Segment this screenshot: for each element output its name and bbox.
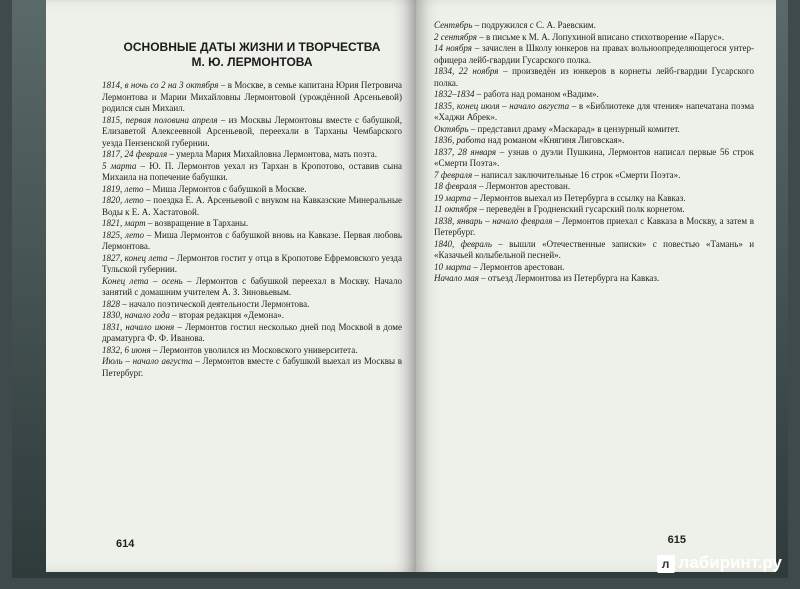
entry-text: – поездка Е. А. Арсеньевой с внуком на Кавказские Минеральные Воды к Е. А. Хастатовой. <box>102 195 402 217</box>
right-page <box>416 0 776 572</box>
entry-text: – в письме к М. А. Лопухиной вписано стихотворение «Парус». <box>476 31 725 42</box>
chronology-entry <box>434 193 754 205</box>
entry-date: 1814, в ночь со 2 на 3 октября <box>102 80 219 90</box>
chronology-entry <box>102 322 402 345</box>
entry-date: 1819, лето <box>102 183 144 194</box>
entry-date: 1834, 22 ноября <box>434 66 499 76</box>
chronology-entry <box>102 299 402 311</box>
entry-date: 1831, начало июня <box>102 321 175 332</box>
watermark-text: лабиринт.ру <box>678 553 782 572</box>
chronology-entry <box>102 115 402 150</box>
entry-date: 10 марта <box>434 261 471 272</box>
chronology-entry <box>434 89 754 101</box>
left-page-content <box>102 40 402 379</box>
entry-text: – вторая редакция «Демона». <box>169 310 284 320</box>
chronology-list-right <box>434 20 754 285</box>
chronology-entry <box>102 218 402 230</box>
chronology-entry <box>434 147 754 170</box>
chronology-entry <box>102 230 402 253</box>
entry-text: – Лермонтов арестован. <box>470 261 565 272</box>
chronology-entry <box>102 356 402 379</box>
entry-date: 1825, лето <box>102 229 145 240</box>
entry-date: 1836, работа <box>434 135 486 145</box>
entry-date: 1838, январь – начало февраля <box>434 215 553 226</box>
chronology-entry <box>434 135 754 147</box>
entry-date: 1828 <box>102 298 120 309</box>
entry-date: 1830, начало года <box>102 310 170 320</box>
entry-text: – Миша Лермонтов с бабушкой вновь на Кавказе. Первая любовь Лермонтова. <box>102 229 403 251</box>
entry-text: – произведён из юнкеров в корнеты лейб-гвардии Гусарского полка. <box>434 66 754 88</box>
chronology-entry <box>434 262 754 274</box>
entry-date: Сентябрь <box>434 20 473 30</box>
right-page-content <box>434 10 754 285</box>
chronology-entry <box>434 32 754 44</box>
chronology-entry <box>434 170 754 182</box>
entry-date: 2 сентября <box>434 31 477 42</box>
entry-text: – в Москве, в семье капитана Юрия Петровича Лермонтова и Марии Михайловны Лермонтовой (урождённой Арсеньевой) родился сын Михаил. <box>102 80 402 113</box>
chronology-entry <box>434 181 754 193</box>
chapter-title-line1: ОСНОВНЫЕ ДАТЫ ЖИЗНИ И ТВОРЧЕСТВА <box>123 40 381 54</box>
entry-text: – начало поэтической деятельности Лермонтова. <box>120 298 310 309</box>
entry-text: – Лермонтов гостит у отца в Кропотове Ефремовского уезда Тульской губернии. <box>102 252 402 274</box>
entry-text: – Ю. П. Лермонтов уехал из Тархан в Кропотово, оставив сына Михаила на попечение бабушки. <box>102 160 402 182</box>
entry-text: – Лермонтов гостил несколько дней под Москвой в доме драматурга Ф. Ф. Иванова. <box>102 321 402 343</box>
entry-text: над романом «Княгиня Лиговская». <box>485 135 625 145</box>
entry-text: – умерла Мария Михайловна Лермонтова, мать поэта. <box>167 149 377 159</box>
entry-date: 11 октября <box>434 204 478 214</box>
entry-text: – зачислен в Школу юнкеров на правах вольноопределяющегося унтер-офицера лейб-гвардии Гусарского полка. <box>434 43 754 65</box>
entry-date: Конец лета – осень <box>102 275 183 286</box>
entry-text: – подружился с С. А. Раевским. <box>472 20 596 30</box>
chronology-entry <box>102 80 402 115</box>
entry-text: – из Москвы Лермонтовы вместе с бабушкой, Елизаветой Алексеевной Арсеньевой, переехали в Тарханы Чембарского уезда Пензенской губернии. <box>102 114 402 148</box>
entry-date: 5 марта <box>102 160 137 171</box>
entry-text: – узнав о дуэли Пушкина, Лермонтов написал первые 56 строк «Смерти Поэта». <box>434 146 755 168</box>
entry-text: – представил драму «Маскарад» в цензурный комитет. <box>468 123 680 134</box>
entry-text: – Лермонтов уволился из Московского университета. <box>150 344 358 355</box>
entry-date: 1840, февраль <box>434 238 492 249</box>
entry-text: – в «Библиотеке для чтения» напечатана поэма «Хаджи Абрек». <box>434 100 754 122</box>
page-number-right: 615 <box>667 534 686 546</box>
entry-text: – вышли «Отечественные записки» с повестью «Тамань» и «Казачьей колыбельной песней». <box>434 238 755 260</box>
entry-date: 18 февраля <box>434 181 477 191</box>
left-page <box>46 0 416 572</box>
entry-date: 1817, 24 февраля <box>102 149 168 159</box>
entry-text: – переведён в Гродненский гусарский полк корнетом. <box>477 204 685 214</box>
entry-date: 7 февраля <box>434 169 473 180</box>
chronology-entry <box>434 101 754 124</box>
entry-date: 1832, 6 июня <box>102 344 151 355</box>
chronology-entry <box>434 204 754 216</box>
chronology-entry <box>102 345 402 357</box>
entry-text: – Лермонтов вместе с бабушкой выехал из Москвы в Петербург. <box>102 356 403 378</box>
entry-text: – Лермонтов выехал из Петербурга в ссылку на Кавказ. <box>470 192 686 203</box>
chronology-entry <box>434 124 754 136</box>
entry-date: 1835, конец июля – начало августа <box>434 100 570 111</box>
entry-date: 14 ноября <box>434 43 472 53</box>
entry-text: – написал заключительные 16 строк «Смерти Поэта». <box>472 169 681 180</box>
entry-text: – работа над романом «Вадим». <box>474 89 599 99</box>
entry-date: 1827, конец лета <box>102 252 168 263</box>
chronology-entry <box>102 276 402 299</box>
chronology-list-left <box>102 80 402 379</box>
entry-date: 1815, первая половина апреля <box>102 114 218 125</box>
chronology-entry <box>102 149 402 161</box>
entry-text: – Лермонтов с бабушкой переехал в Москву. Начало занятий с домашним учителем А. З. Зиновьевым. <box>102 275 402 297</box>
entry-text: – возвращение в Тарханы. <box>145 218 249 228</box>
book <box>12 0 788 578</box>
entry-text: – Лермонтов арестован. <box>476 181 571 191</box>
chronology-entry <box>434 66 754 89</box>
chronology-entry <box>102 161 402 184</box>
chronology-entry <box>102 253 402 276</box>
entry-date: 1837, 28 января <box>434 146 497 157</box>
chronology-entry <box>434 216 754 239</box>
chapter-title-line2: М. Ю. ЛЕРМОНТОВА <box>191 55 313 69</box>
chronology-entry <box>102 310 402 322</box>
entry-date: Октябрь <box>434 123 469 134</box>
chronology-entry <box>434 43 754 66</box>
entry-text: – Миша Лермонтов с бабушкой в Москве. <box>143 183 307 194</box>
entry-date: 1821, март <box>102 218 146 228</box>
entry-date: Июль – начало августа <box>102 356 193 366</box>
entry-text: – отъезд Лермонтова из Петербурга на Кавказ. <box>478 273 660 283</box>
watermark <box>657 553 782 573</box>
chronology-entry <box>102 184 402 196</box>
chronology-entry <box>434 273 754 285</box>
entry-date: 19 марта <box>434 192 471 203</box>
entry-text: – Лермонтов приехал с Кавказа в Москву, а затем в Петербург. <box>434 215 754 237</box>
page-number-left: 614 <box>116 538 135 550</box>
chapter-title <box>102 40 402 70</box>
entry-date: 1832–1834 <box>434 89 475 99</box>
chronology-entry <box>434 20 754 32</box>
entry-date: Начало мая <box>434 273 479 283</box>
chronology-entry <box>434 239 754 262</box>
watermark-logo-icon: л <box>657 555 675 573</box>
entry-date: 1820, лето <box>102 195 144 205</box>
chronology-entry <box>102 195 402 218</box>
